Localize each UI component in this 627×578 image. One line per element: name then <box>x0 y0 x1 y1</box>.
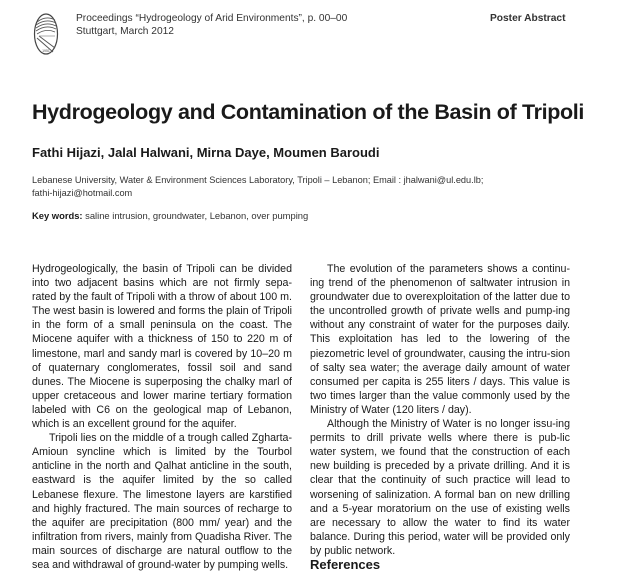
affiliation-email: fathi-hijazi@hotmail.com <box>32 188 133 198</box>
svg-text:1951: 1951 <box>42 49 50 53</box>
affiliation <box>32 174 592 200</box>
body-paragraph: Although the Ministry of Water is no longer issu-ing permits to drill private wells where there is pub-lic water system, we found that the construction of each new building is preceded by a private drilling. And it is clear that the continuity of such practice will lead to worsening of salinization. A formal ban on new drilling and a 5-year moratorium on the use of existing wells are necessary to allow the water to find its water balance. During this period, water will be provided only by public network. <box>310 418 570 557</box>
keywords-label: Key words: <box>32 210 83 221</box>
keywords <box>32 210 308 221</box>
body-paragraph: Hydrogeologically, the basin of Tripoli can be divided into two adjacent basins which are not firmly sepa-rated by the fault of Tripoli with a throw of about 100 m. The west basin is lowered and forms the plain of Tripoli in the form of a small peninsula on the coast. The Miocene aquifer with a thickness of 150 to 220 m of limestone, marl and sandy marl is covered by 10–20 m of quaternary conglomerates, fossil soil and sand dunes. The Miocene is superposing the chalky marl of upper cretaceous and lower marine tertiary formation labeled with C6 on the geological map of Lebanon, which is an excellent ground for the aquifer. <box>32 263 292 431</box>
proceedings-header <box>76 12 347 38</box>
keywords-value: saline intrusion, groundwater, Lebanon, over pumping <box>82 210 309 221</box>
university-seal-icon <box>33 12 59 56</box>
body-paragraph: The evolution of the parameters shows a continu-ing trend of the phenomenon of saltwater intrusion in groundwater due to overexploitation of the latter due to the uncontrolled growth of private wells and pump-ing without any constraint of water for the purposes daily. This exploitation has led to the lowering of the piezometric level of groundwater, causing the intru-sion of salty sea water; the average daily amount of water consumed per capita is 255 liters / days. This value is two times larger than the value commonly used by the Ministry of Water (120 liters / day). <box>310 263 570 416</box>
body-column-left <box>32 262 292 572</box>
proceedings-location-date: Stuttgart, March 2012 <box>76 26 174 37</box>
author-list: Fathi Hijazi, Jalal Halwani, Mirna Daye, Moumen Baroudi <box>32 145 380 160</box>
paper-title: Hydrogeology and Contamination of the Basin of Tripoli <box>32 100 585 124</box>
affiliation-line: Lebanese University, Water & Environment Sciences Laboratory, Tripoli – Lebanon; Email : jhalwani@ul.edu.lb; <box>32 175 484 185</box>
body-column-right <box>310 262 570 572</box>
proceedings-title: Proceedings “Hydrogeology of Arid Environments”, p. 00–00 <box>76 13 348 24</box>
body-paragraph: Tripoli lies on the middle of a trough called Zgharta-Amioun syncline which is limited by the Tourbol anticline in the north and Qalhat anticline in the south, eastward is the aquifer limited by the so called Lebanese flexure. The limestone layers are karstified and highly fractured. The main sources of recharge to the aquifer are precipitation (800 mm/ year) and the infiltration from rivers, mainly from Quadisha River. The main sources of discharge are natural outflow to the sea and withdrawal of ground-water by pumping wells. <box>32 432 292 571</box>
references-heading: References <box>310 556 381 572</box>
paper-type-label: Poster Abstract <box>490 13 566 24</box>
